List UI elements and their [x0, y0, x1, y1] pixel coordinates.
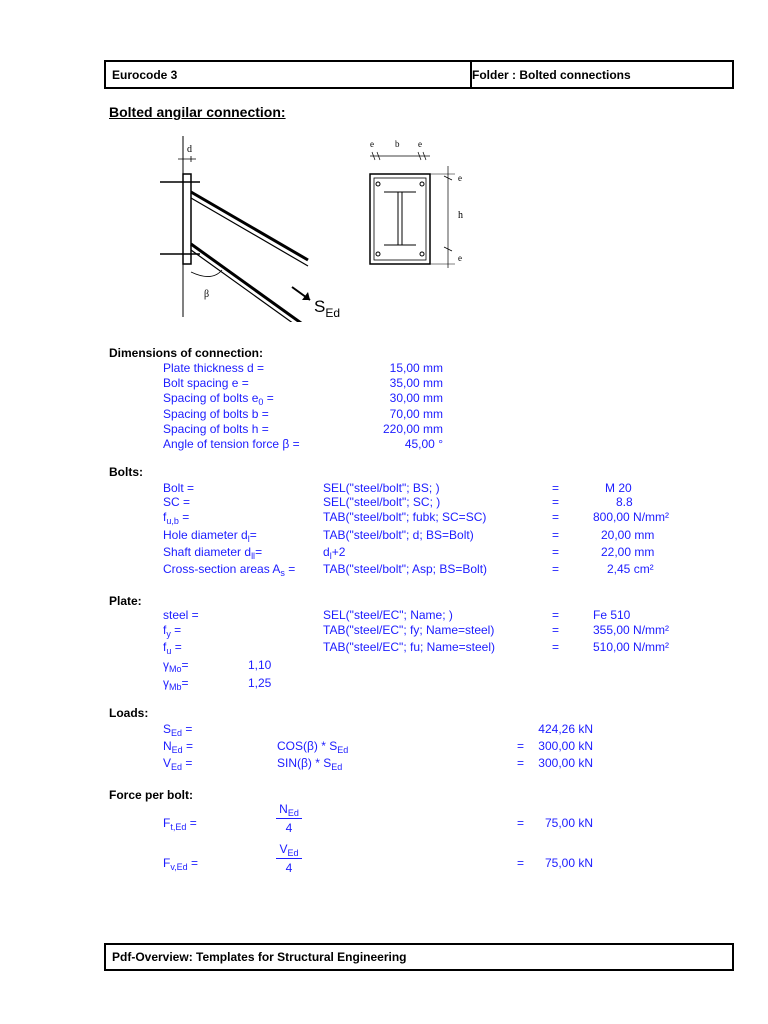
force-value: 75,00 kN	[544, 856, 593, 870]
force-value: 75,00 kN	[544, 816, 593, 830]
plate-eq: =	[552, 608, 560, 622]
plate-label: steel =	[163, 608, 199, 622]
plate-figure	[360, 136, 470, 276]
page-title: Bolted angilar connection:	[109, 104, 286, 120]
bolt-label: SC =	[163, 495, 191, 509]
bolt-formula: $d_l+2$	[323, 545, 346, 561]
dim-value: 45,00 °	[404, 437, 443, 451]
plate-label: $f_u$ =	[163, 640, 182, 656]
plate-eq: =	[552, 640, 560, 654]
fraction-bar	[276, 858, 302, 859]
plate-formula: TAB("steel/EC"; fu; Name=steel)	[323, 640, 496, 654]
plate-heading: Plate:	[109, 594, 142, 608]
fraction-denominator: 4	[285, 861, 293, 875]
bolt-value: 22,00 mm	[601, 545, 655, 559]
label-beta: β	[204, 289, 210, 300]
fraction-numerator: $V_{Ed}$	[279, 842, 299, 858]
bolt-eq: =	[552, 562, 560, 576]
bolt-eq: =	[552, 481, 560, 495]
label-e-top: e	[458, 173, 462, 183]
bolt-value: 20,00 mm	[601, 528, 655, 542]
dim-value: 15,00 mm	[389, 361, 443, 375]
load-formula: $COS(\beta) * S_{Ed}$	[277, 739, 349, 755]
bolt-eq: =	[552, 495, 560, 509]
load-eq: =	[517, 756, 525, 770]
label-b: b	[395, 139, 400, 149]
bolt-formula: SEL("steel/bolt"; BS; )	[323, 481, 440, 495]
footer-box	[104, 943, 734, 971]
plate-formula: TAB("steel/EC"; fy; Name=steel)	[323, 623, 495, 637]
bolt-label: Hole diameter $d_l=$	[163, 528, 257, 544]
bolt-label: $f_{u,b}$ =	[163, 510, 190, 526]
load-value: 300,00 kN	[538, 756, 593, 770]
label-e0-left: e	[370, 139, 374, 149]
bolt-formula: TAB("steel/bolt"; fubk; SC=SC)	[323, 510, 487, 524]
dim-label: Bolt spacing e =	[163, 376, 249, 390]
bolt-value: 800,00 N/mm²	[593, 510, 670, 524]
fraction-denominator: 4	[285, 821, 293, 835]
gamma-value: 1,10	[248, 658, 272, 672]
bolt-eq: =	[552, 545, 560, 559]
label-e0-right: e	[418, 139, 422, 149]
force-eq: =	[517, 856, 525, 870]
bolt-value: 8.8	[616, 495, 633, 509]
bolt-label: Shaft diameter $d_{ll}=$	[163, 545, 263, 561]
dim-label: Spacing of bolts b =	[163, 407, 269, 421]
load-eq: =	[517, 739, 525, 753]
load-value: 300,00 kN	[538, 739, 593, 753]
load-label: $S_{Ed}$ =	[163, 722, 193, 738]
load-label: $N_{Ed}$ =	[163, 739, 194, 755]
load-formula: $SIN(\beta) * S_{Ed}$	[277, 756, 343, 772]
header-left: Eurocode 3	[106, 62, 472, 87]
dim-value: 220,00 mm	[382, 422, 443, 436]
bolt-eq: =	[552, 510, 560, 524]
bolt-formula: TAB("steel/bolt"; d; BS=Bolt)	[323, 528, 474, 542]
dim-value: 35,00 mm	[389, 376, 443, 390]
dimensions-heading: Dimensions of connection:	[109, 346, 264, 360]
load-label: $V_{Ed}$ =	[163, 756, 193, 772]
force-label: $F_{t,Ed}$ =	[163, 816, 197, 832]
dim-value: 30,00 mm	[389, 391, 443, 405]
plate-value: Fe 510	[593, 608, 631, 622]
bolt-formula: SEL("steel/bolt"; SC; )	[323, 495, 441, 509]
loads-heading: Loads:	[109, 706, 149, 720]
plate-value: 355,00 N/mm²	[593, 623, 670, 637]
bolts-heading: Bolts:	[109, 465, 143, 479]
header-right: Folder : Bolted connections	[472, 67, 631, 82]
bolt-eq: =	[552, 528, 560, 542]
plate-formula: SEL("steel/EC"; Name; )	[323, 608, 453, 622]
label-d: d	[187, 144, 192, 155]
label-force: $S_{Ed}$	[314, 297, 341, 320]
bolt-formula: TAB("steel/bolt"; Asp; BS=Bolt)	[323, 562, 488, 576]
load-value: 424,26 kN	[538, 722, 593, 736]
force-fraction	[276, 842, 302, 875]
connection-figure	[160, 132, 350, 322]
plate-eq: =	[552, 623, 560, 637]
force-heading: Force per bolt:	[109, 788, 194, 802]
gamma-label: $\gamma_{Mo}=$	[163, 658, 189, 674]
dim-value: 70,00 mm	[389, 407, 443, 421]
bolt-label: Cross-section areas $A_s$ =	[163, 562, 296, 578]
force-fraction	[276, 802, 302, 835]
bolt-value: M 20	[605, 481, 632, 495]
gamma-label: $\gamma_{Mb}=$	[163, 676, 189, 692]
force-label: $F_{v,Ed}$ =	[163, 856, 199, 872]
fraction-numerator: $N_{Ed}$	[279, 802, 299, 818]
dim-label: Angle of tension force β =	[163, 437, 300, 451]
fraction-bar	[276, 818, 302, 819]
bolt-label: Bolt =	[163, 481, 195, 495]
bolt-value: 2,45 cm²	[607, 562, 654, 576]
plate-value: 510,00 N/mm²	[593, 640, 670, 654]
footer-text: Pdf-Overview: Templates for Structural Engineering	[112, 950, 407, 964]
header-box	[104, 60, 734, 89]
dim-label: Spacing of bolts $e_0$ =	[163, 391, 274, 407]
force-eq: =	[517, 816, 525, 830]
label-h: h	[458, 210, 463, 221]
plate-label: $f_y$ =	[163, 623, 182, 639]
dim-label: Spacing of bolts h =	[163, 422, 269, 436]
dim-label: Plate thickness d =	[163, 361, 265, 375]
label-e-bot: e	[458, 253, 462, 263]
gamma-value: 1,25	[248, 676, 272, 690]
